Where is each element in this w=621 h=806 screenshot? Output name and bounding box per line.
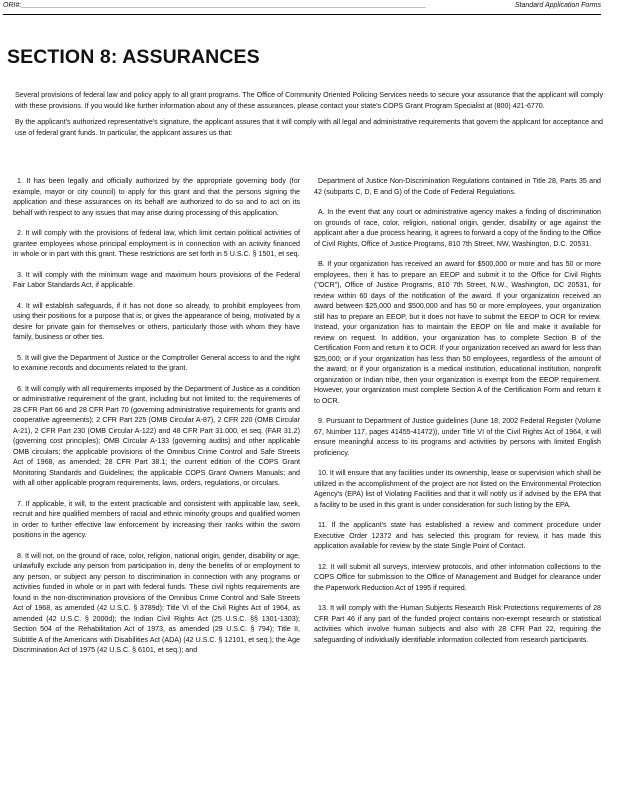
form-series-label: Standard Application Forms [514, 2, 601, 9]
assurance-item: 7. If applicable, it will, to the extent practicable and consistent with applicable law, seek, recruit and hire qualified members of racial and ethnic minority groups and qualified women in order to further effective law enforcement by increasing their ranks within the sworn positions in the agency. [13, 499, 300, 539]
assurance-item: 10. It will ensure that any facilities under its ownership, lease or supervision which shall be utilized in the accomplishment of the project are not listed on the Environmental Protection Agency's (EPA) list of Violating Facilities and that it will notify us if advised by the EPA that a facility to be used in this grant is under consideration for such listing by the EPA. [314, 469, 601, 509]
assurance-item: 1. It has been legally and officially authorized by the appropriate governing body (for example, mayor or city council) to apply for this grant and that the persons signing the application and these assurances on its behalf are authorized to do so and to act on its behalf with respect to any issues that may arise during processing of this application. [13, 177, 300, 217]
intro-paragraph: Several provisions of federal law and policy apply to all grant programs. The Office of Community Oriented Policing Services needs to secure your assurance that the applicant will comply with these provisions. If you would like further information about any of these assurances, please contact your state's COPS Grant Program Specialist at (800) 421-6770. [15, 91, 603, 110]
assurance-item: B. If your organization has received an award for $500,000 or more and has 50 or more employees, then it has to prepare an EEOP and submit it to the Office for Civil Rights ("OCR"), Office of Justice Programs, 810 7th Street, N.W., Washington, DC 20531, for review within 60 days of the notification of the award. If your organization received an award between $25,000 and $500,000 and has 50 or more employees, your organization still has to prepare an EEOP, but it does not have to submit the EEOP to OCR for review. Instead, your organization has to maintain the EEOP on file and make it available for review on request. In addition, your organization has to complete Section B of the Certification Form and return it to OCR. If your organization received an award for less than $25,000; or if your organization has less than 50 employees, regardless of the amount of the award; or if your organization is a medical institution, educational institution, nonprofit organization or Indian tribe, then your organization is exempt from the EEOP requirement. However, your organization must complete Section A of the Certification Form and return it to OCR. [314, 260, 601, 405]
assurance-item: 11. If the applicant's state has established a review and comment procedure under Executive Order 12372 and has selected this program for review, it has made this application available for review by the state Single Point of Contact. [314, 521, 601, 550]
assurance-item: 4. It will establish safeguards, if it has not done so already, to prohibit employees from using their positions for a purpose that is, or gives the appearance of being, motivated by a desire for private gain for themselves or others, particularly those with whom they have family, business or other ties. [13, 301, 300, 341]
assurance-item: 12. It will submit all surveys, interview protocols, and other information collections to the COPS Office for submission to the Office of Management and Budget for clearance under the Paperwork Reduction Act of 1995 if required. [314, 562, 601, 592]
assurance-item: 3. It will comply with the minimum wage and maximum hours provisions of the Federal Fair Labor Standards Act, if applicable. [13, 270, 300, 289]
section-title: SECTION 8: ASSURANCES [7, 46, 260, 68]
right-column [314, 176, 601, 655]
assurance-item: 9. Pursuant to Department of Justice guidelines (June 18, 2002 Federal Register (Volume 67, Number 117, pages 41455-41472)), under Title VI of the Civil Rights Act of 1964, it will ensure meaningful access to its programs and activities by persons with limited English proficiency. [314, 417, 601, 457]
page-header [3, 0, 601, 15]
assurance-item: 13. It will comply with the Human Subjects Research Risk Protections requirements of 28 CFR Part 46 if any part of the funded project contains non-exempt research or statistical activities which involve human subjects and also with 28 CFR Part 22, requiring the safeguarding of individually identifiable information collected from research participants. [314, 604, 601, 644]
left-column [13, 176, 300, 666]
assurance-item: 8. It will not, on the ground of race, color, religion, national origin, gender, disability or age, unlawfully exclude any person from participation in, deny the benefits of or employment to any person, or subject any person to discrimination in connection with any programs or activities funded in whole or in part with federal funds. These civil rights requirements are found in the non-discrimination provisions of the Omnibus Crime Control and Safe Streets Act of 1968, as amended (42 U.S.C. § 3789d); Title VI of the Civil Rights Act of 1964, as amended (42 U.S.C. § 2000d); the Indian Civil Rights Act (25 U.S.C. §§ 1301-1303); Section 504 of the Rehabilitation Act of 1973, as amended (29 U.S.C. § 794); Title II, Subtitle A of the Americans with Disabilities Act (ADA) (42 U.S.C. § 12101, et seq.); the Age Discrimination Act of 1975 (42 U.S.C. § 6101, et seq.); and [13, 551, 300, 654]
intro-paragraph: By the applicant's authorized representative's signature, the applicant assures that it will comply with all legal and administrative requirements that govern the applicant for acceptance and use of federal grant funds. In particular, the applicant assures us that: [15, 118, 603, 137]
assurance-item: 2. It will comply with the provisions of federal law, which limit certain political activities of grantee employees whose principal employment is in connection with an activity financed in whole or in part with this grant. These restrictions are set forth in 5 U.S.C. § 1501, et seq. [13, 229, 300, 258]
assurance-item: 5. It will give the Department of Justice or the Comptroller General access to and the right to examine records and documents related to the grant. [13, 353, 300, 372]
assurance-item: 6. It will comply with all requirements imposed by the Department of Justice as a condition or administrative requirement of the grant, including but not limited to: the requirements of 28 CFR Part 66 and 28 CFR Part 70 (governing administrative requirements for grants and cooperative agreements); 2 CFR Part 225 (OMB Circular A-87), 2 CFR 220 (OMB Circular A-21), 2 CFR Part 230 (OMB Circular A-122) and 48 CFR Part 31.000, et seq. (FAR 31.2) (governing cost principles); OMB Circular A-133 (governing audits) and other applicable OMB circulars; the applicable provisions of the Omnibus Crime Control and Safe Streets Act of 1968, as amended; 28 CFR Part 38.1; the current edition of the COPS Grant Monitoring Standards and Guidelines; the applicable COPS Grant Owners Manuals; and with all other applicable program requirements, laws, orders, regulations, or circulars. [13, 384, 300, 487]
assurance-item: A. In the event that any court or administrative agency makes a finding of discrimination on grounds of race, color, religion, national origin, gender, disability or age against the applicant after a due process hearing, it agrees to forward a copy of the finding to the Office of Civil Rights, Office of Justice Programs, 810 7th Street, NW, Washington, D.C. 20531. [314, 208, 601, 248]
ori-number-field: ORI#:________________________________________________________________________________________________________ [3, 2, 427, 9]
intro-text [15, 90, 603, 144]
assurance-item: Department of Justice Non-Discrimination Regulations contained in Title 28, Parts 35 and 42 (subparts C, D, E and G) of the Code of Federal Regulations. [314, 177, 601, 196]
